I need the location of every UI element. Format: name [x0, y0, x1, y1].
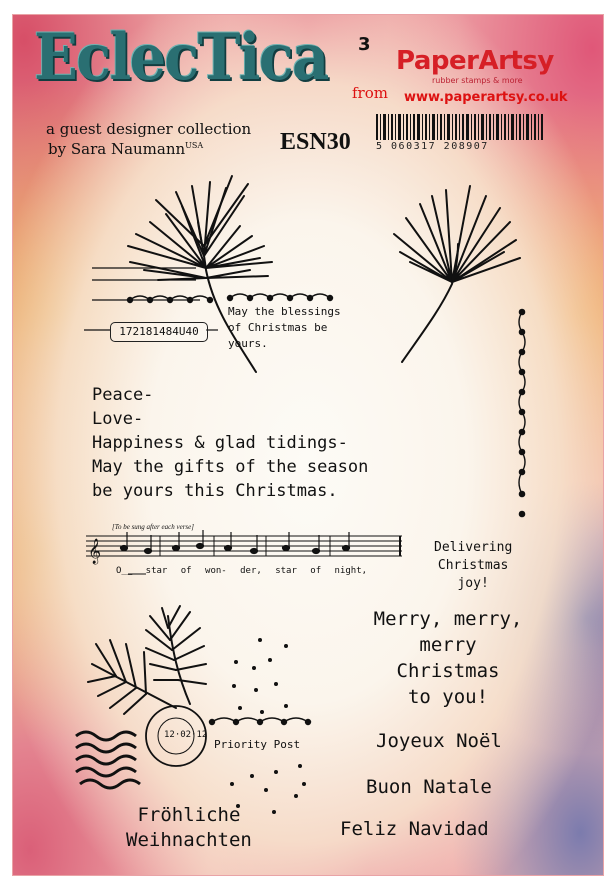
verse-line: Peace-: [92, 385, 154, 405]
designer-credit: [48, 140, 203, 158]
music-lyrics: O__ star of won- der, star of night,: [116, 566, 368, 576]
publisher-tagline: rubber stamps & more: [432, 76, 523, 85]
joyeux-noel-text: Joyeux Noël: [376, 730, 502, 752]
verse-line: May the gifts of the season: [92, 457, 369, 477]
publisher-logo: PaperArtsy: [396, 46, 554, 76]
frohliche-weihnachten-text: [126, 803, 252, 853]
barcode-digits: 5 060317 208907: [376, 141, 489, 152]
merry-christmas-text: [340, 606, 556, 710]
blessing-line: of Christmas be: [228, 321, 328, 334]
garland-right-icon: [228, 294, 333, 301]
frohliche-line: Weihnachten: [126, 829, 252, 851]
postmark-date: 12·02·12: [164, 730, 208, 740]
svg-text:𝄞: 𝄞: [88, 539, 102, 564]
buon-natale-text: Buon Natale: [366, 776, 492, 798]
garland-left-icon: [128, 296, 213, 303]
blessing-line: yours.: [228, 337, 268, 350]
delivering-line: Christmas: [437, 558, 509, 573]
vertical-garland-icon: [519, 309, 525, 516]
pine-branch-top-right-icon: [394, 186, 520, 362]
priority-post-text: Priority Post: [214, 738, 301, 751]
verse-line: be yours this Christmas.: [92, 481, 338, 501]
collection-subtitle: a guest designer collection: [46, 120, 252, 138]
merry-line: Merry, merry,: [373, 608, 523, 630]
verse-line: Love-: [92, 409, 144, 429]
brand-title: EclecTica: [34, 20, 328, 95]
ticket-number: 172181484U40: [110, 322, 208, 342]
postmark-icon: [76, 706, 206, 788]
blessing-line: May the blessings: [228, 305, 341, 318]
delivering-line: joy!: [457, 576, 489, 591]
from-label: from: [352, 84, 388, 102]
garland-small-icon: [210, 718, 311, 725]
product-code: ESN30: [280, 129, 351, 155]
verse-text: [92, 383, 368, 503]
pine-sprig-bottom-left-icon: [88, 606, 206, 714]
music-staff-icon: [86, 536, 402, 556]
music-caption: [To be sung after each verse]: [112, 523, 194, 531]
merry-line: Christmas: [396, 660, 500, 682]
designer-name: by Sara Naumann: [48, 140, 186, 158]
frohliche-line: Fröhliche: [137, 804, 241, 826]
blessing-text: [228, 304, 341, 352]
merry-line: merry: [419, 634, 477, 656]
designer-country: USA: [185, 141, 204, 150]
verse-line: Happiness & glad tidings-: [92, 433, 348, 453]
delivering-text: [434, 539, 512, 593]
music-notes-icon: [88, 530, 350, 564]
snow-dots-icon: [230, 638, 306, 814]
delivering-line: Delivering: [434, 540, 513, 555]
feliz-navidad-text: Feliz Navidad: [340, 818, 489, 840]
barcode-icon: [376, 114, 544, 140]
publisher-url: www.paperartsy.co.uk: [404, 90, 568, 105]
brand-title-superscript: 3: [358, 34, 371, 55]
merry-line: to you!: [407, 686, 489, 708]
